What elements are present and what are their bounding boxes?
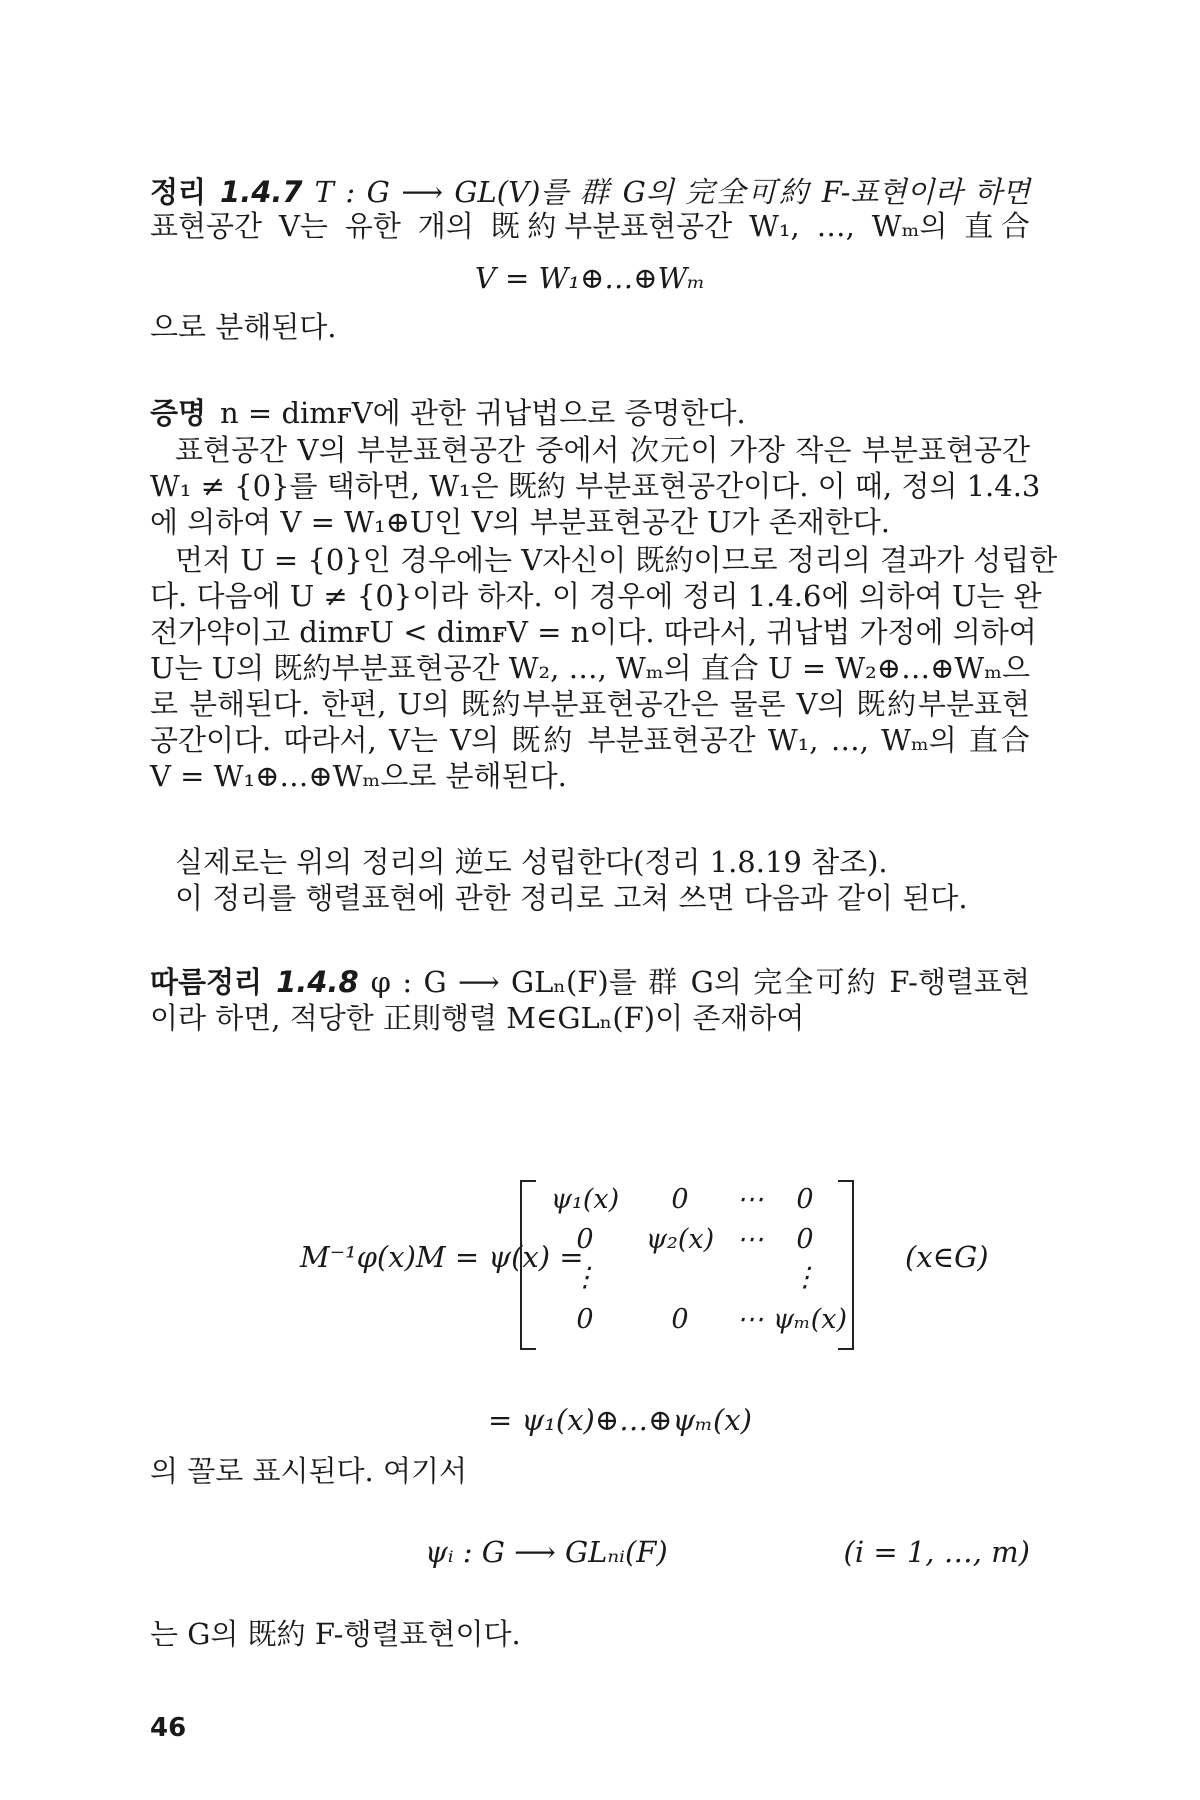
matrix-cell: ⋮ [571,1262,599,1293]
proof-line-2: 표현공간 V의 부분표현공간 중에서 次元이 가장 작은 부분표현공간 [175,433,1030,467]
proof-line-6: 다. 다음에 U ≠ {0}이라 하자. 이 경우에 정리 1.4.6에 의하여 U는 완 [150,579,1042,613]
matrix-cell: 0 [576,1224,594,1255]
proof-line-8: U는 U의 既約부분표현공간 W₂, …, Wₘ의 直合 U = W₂⊕…⊕Wₘ으 [150,651,1030,685]
matrix-cell: ψ₁(x) [550,1184,620,1215]
matrix-cell: 0 [576,1304,594,1335]
matrix-tag: (x∈G) [905,1240,989,1274]
corollary-formula-3-tag: (i = 1, …, m) [843,1535,1030,1569]
matrix-cell: ⋯ [736,1224,764,1255]
theorem-formula: V = W₁⊕…⊕Wₘ [474,261,706,295]
theorem-label: 정리 [150,175,207,209]
corollary-line-4: 는 G의 既約 F-행렬표현이다. [150,1617,521,1651]
proof-line-3: W₁ ≠ {0}를 택하면, W₁은 既約 부분표현공간이다. 이 때, 정의 1.4.3 [150,469,1041,503]
matrix-cell: ψₘ(x) [772,1304,848,1335]
proof-text-1: n = dimꜰV에 관한 귀납법으로 증명한다. [220,396,746,430]
remark-line-2: 이 정리를 행렬표현에 관한 정리로 고쳐 쓰면 다음과 같이 된다. [175,881,968,915]
theorem-text-1: T : G ⟶ GL(V)를 群 G의 完全可約 F-표현이라 하면 [314,175,1030,209]
corollary-formula-2: = ψ₁(x)⊕…⊕ψₘ(x) [488,1403,752,1437]
proof-line-10: 공간이다. 따라서, V는 V의 既約 부분표현공간 W₁, …, Wₘ의 直合 [150,723,1030,757]
matrix-left-bracket [520,1180,536,1350]
theorem-line-2: 표현공간 V는 유한 개의 既約부분표현공간 W₁, …, Wₘ의 直合 [150,209,1030,243]
page-number: 46 [150,1713,187,1743]
corollary-line-3: 의 꼴로 표시된다. 여기서 [150,1454,468,1488]
matrix-lhs: M⁻¹φ(x)M = ψ(x) = [300,1240,584,1274]
proof-label: 증명 [150,396,207,430]
corollary-label: 따름정리 [150,965,263,999]
matrix-cell: ⋯ [736,1184,764,1215]
corollary-line-1 [150,962,1030,1002]
matrix-cell: 0 [796,1184,814,1215]
proof-line-9: 로 분해된다. 한편, U의 既約부분표현공간은 물론 V의 既約부분표현 [150,687,1030,721]
theorem-number: 1.4.7 [220,175,303,209]
matrix-cell: 0 [796,1224,814,1255]
theorem-line-3: 으로 분해된다. [150,310,337,344]
proof-line-1 [150,393,1030,433]
matrix-equation [0,1180,1200,1350]
corollary-number: 1.4.8 [276,965,359,999]
matrix-cell: ⋯ [736,1304,764,1335]
corollary-text-1: φ : G ⟶ GLₙ(F)를 群 G의 完全可約 F-행렬표현 [370,965,1030,999]
matrix-cell: 0 [671,1304,689,1335]
remark-line-1: 실제로는 위의 정리의 逆도 성립한다(정리 1.8.19 참조). [175,845,888,879]
proof-line-7: 전가약이고 dimꜰU < dimꜰV = n이다. 따라서, 귀납법 가정에 의하여 [150,615,1037,649]
proof-line-4: 에 의하여 V = W₁⊕U인 V의 부분표현공간 U가 존재한다. [150,505,890,539]
corollary-line-2: 이라 하면, 적당한 正則행렬 M∈GLₙ(F)이 존재하여 [150,1001,805,1035]
proof-line-5: 먼저 U = {0}인 경우에는 V자신이 既約이므로 정리의 결과가 성립한 [175,543,1058,577]
proof-line-11: V = W₁⊕…⊕Wₘ으로 분해된다. [150,759,567,793]
matrix-cell: ψ₂(x) [645,1224,715,1255]
corollary-formula-3: ψᵢ : G ⟶ GLₙᵢ(F) [425,1535,668,1569]
matrix-cell: 0 [671,1184,689,1215]
matrix-cell: ⋮ [791,1262,819,1293]
